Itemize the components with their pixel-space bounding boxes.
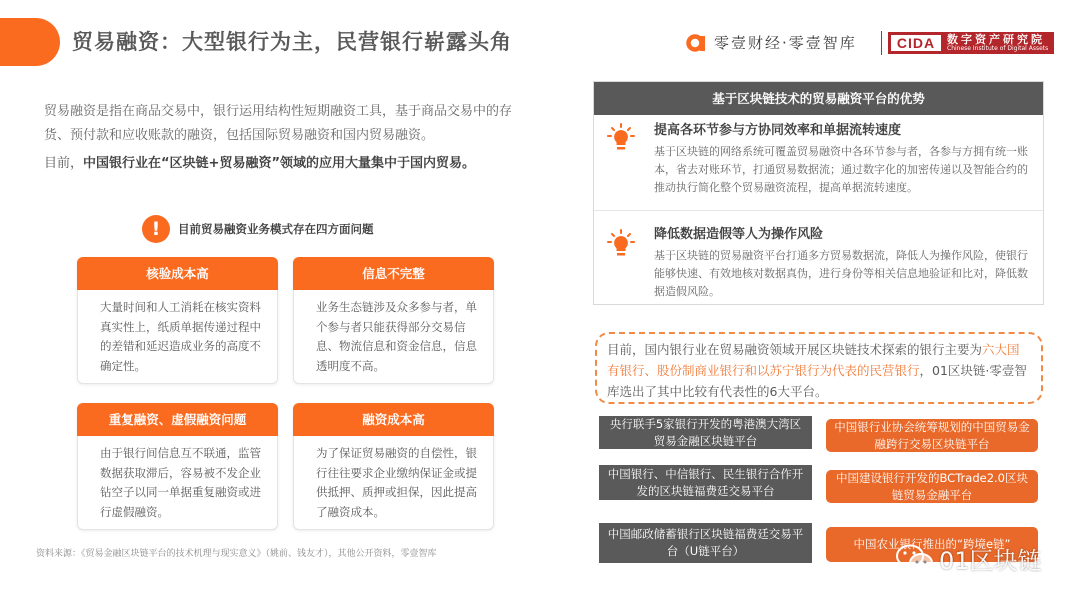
advantage-title: 提高各环节参与方协同效率和单据流转速度 [654,123,902,138]
note-prefix: 目前，国内银行业在贸易融资领域开展区块链技术探索的银行主要为 [607,342,983,357]
problem-card [293,403,494,530]
problem-card-title: 融资成本高 [293,403,494,436]
problem-card-body: 业务生态链涉及众多参与者，单个参与者只能获得部分交易信息、物流信息和资金信息，信息透明度不高。 [316,300,477,373]
current-status-text [44,152,524,176]
problem-card-body: 由于银行间信息互不联通，监管数据获取滞后，容易被不发企业钻空子以同一单据重复融资或进行虚假融资。 [100,446,261,519]
watermark-text: 01区块链 [939,547,1042,575]
problem-card-title: 信息不完整 [293,257,494,290]
current-status-prefix: 目前， [44,156,84,171]
platform-box: 中国银行业协会统筹规划的中国贸易金融跨行交易区块链平台 [826,419,1038,452]
advantage-desc: 基于区块链的贸易融资平台打通多方贸易数据流，降低人为操作风险，使银行能够快速、有效地核对数据真伪，进行身份等相关信息地验证和比对，降低数据造假风险。 [654,249,1028,298]
problem-card-title: 重复融资、虚假融资问题 [77,403,278,436]
platform-box: 中国建设银行开发的BCTrade2.0区块链贸易金融平台 [826,470,1038,503]
note-suffix: ，01区块链·零壹智库选出了其中比较有代表性的6大平台。 [607,363,1027,399]
problem-card-body: 为了保证贸易融资的自偿性，银行往往要求企业缴纳保证金或提供抵押、质押或担保，因此提高了融资成本。 [316,446,477,519]
exclamation-icon: ! [142,215,170,243]
lightbulb-icon [606,123,636,153]
advantage-item [594,210,1043,306]
problem-card [77,403,278,530]
problems-heading: 目前贸易融资业务模式存在四方面问题 [178,222,374,236]
wechat-watermark [895,541,1042,576]
problem-card-title: 核验成本高 [77,257,278,290]
problem-card-body: 大量时间和人工消耗在核实资料真实性上，纸质单据传递过程中的差错和延迟造成业务的高度不确定性。 [100,300,261,373]
problem-card [293,257,494,384]
banks-note [595,332,1043,404]
lingyi-logo-icon [686,33,706,53]
logo-divider [881,31,882,55]
source-citation: 资料来源：《贸易金融区块链平台的技术机理与现实意义》（姚前、钱友才），其他公开资料，零壹智库 [36,549,437,559]
title-accent-tab [0,18,60,66]
note-highlight: 六大国有银行、股份制商业银行和以苏宁银行为代表的民营银行 [607,342,1020,378]
platform-box: 央行联手5家银行开发的粤港澳大湾区贸易金融区块链平台 [599,416,812,449]
lingyi-logo-text: 零壹财经·零壹智库 [714,34,857,52]
cida-logo [888,32,1054,54]
wechat-icon [895,543,935,575]
advantages-heading: 基于区块链技术的贸易融资平台的优势 [594,82,1043,115]
advantages-panel [593,81,1044,305]
cida-mark: CIDA [891,35,941,51]
trade-finance-definition: 贸易融资是指在商品交易中，银行运用结构性短期融资工具，基于商品交易中的存货、预付款和应收账款的融资，包括国际贸易融资和国内贸易融资。 [44,104,513,143]
advantage-title: 降低数据造假等人为操作风险 [654,227,824,242]
platform-box: 中国邮政储蓄银行区块链福费廷交易平台（U链平台） [599,523,812,563]
lightbulb-icon [606,229,636,259]
cida-name-cn: 数字资产研究院 [947,33,1045,46]
advantage-item [594,115,1043,210]
current-status-bold: 中国银行业在“区块链+贸易融资”领域的应用大量集中于国内贸易。 [83,156,475,171]
platform-box: 中国农业银行推出的“跨境e链” [826,527,1038,562]
advantage-desc: 基于区块链的网络系统可覆盖贸易融资中各环节参与者，各参与方拥有统一账本，省去对账环节，打通贸易数据流；通过数字化的加密传递以及智能合约的推动执行简化整个贸易融资流程，提高单据流转速度。 [654,145,1028,194]
cida-name-en: Chinese Institute of Digital Assets [947,45,1049,52]
problem-card [77,257,278,384]
page-title: 贸易融资：大型银行为主，民营银行崭露头角 [72,30,512,54]
platform-box: 中国银行、中信银行、民生银行合作开发的区块链福费廷交易平台 [599,465,812,500]
